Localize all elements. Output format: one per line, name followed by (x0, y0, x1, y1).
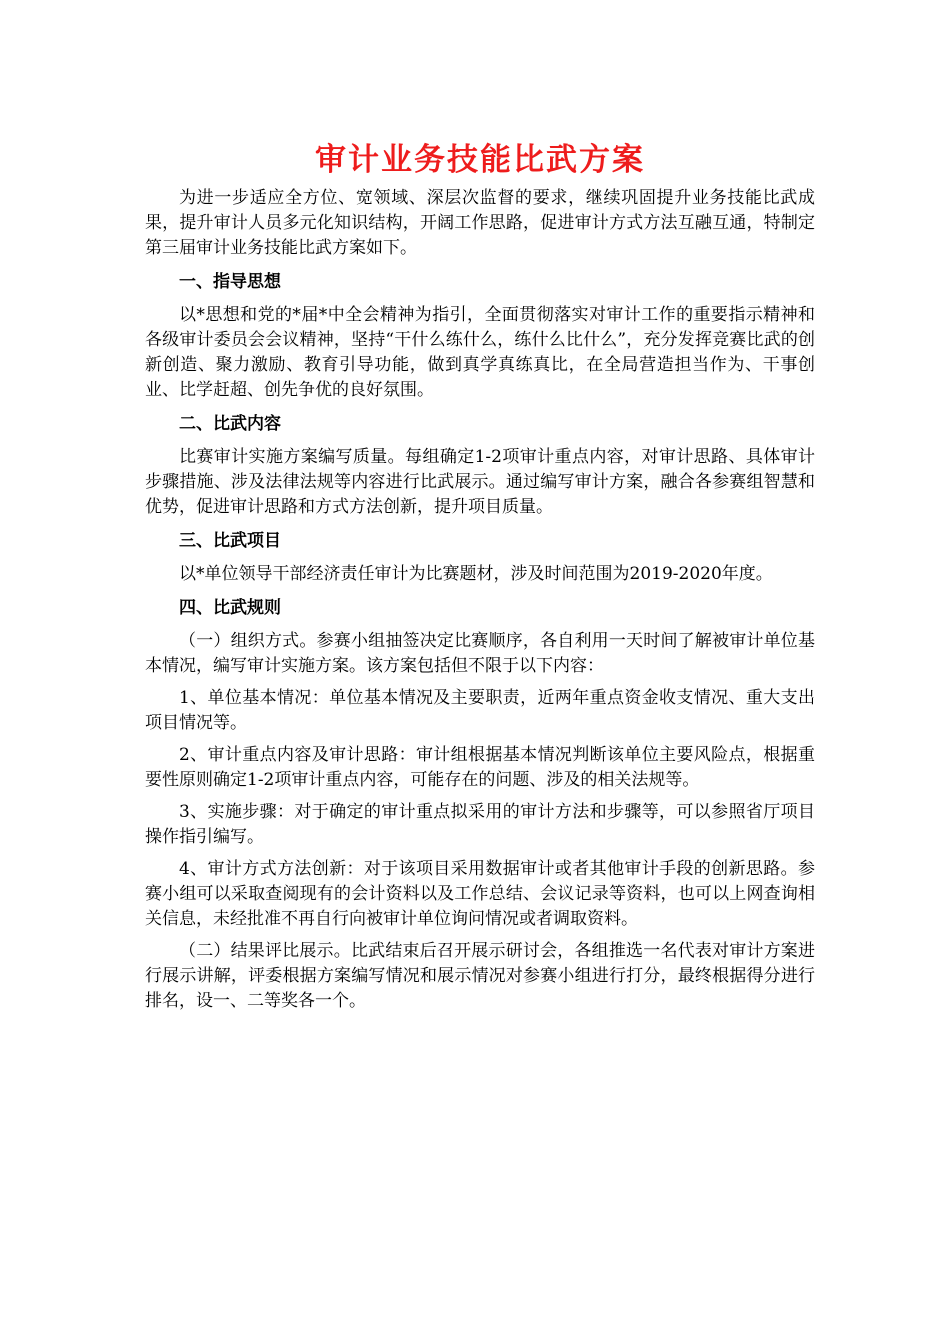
section-paragraph: 2、审计重点内容及审计思路：审计组根据基本情况判断该单位主要风险点，根据重要性原则确定1-2项审计重点内容，可能存在的问题、涉及的相关法规等。 (145, 745, 815, 790)
document-page (145, 138, 815, 1021)
section-competition-content (145, 412, 815, 520)
section-paragraph: 比赛审计实施方案编写质量。每组确定1-2项审计重点内容，对审计思路、具体审计步骤措施、涉及法律法规等内容进行比武展示。通过编写审计方案，融合各参赛组智慧和优势，促进审计思路和方式方法创新，提升项目质量。 (145, 447, 815, 517)
section-competition-rules (145, 596, 815, 1014)
section-competition-project (145, 529, 815, 587)
section-heading: 三、比武项目 (179, 531, 281, 551)
section-paragraph: （一）组织方式。参赛小组抽签决定比赛顺序，各自利用一天时间了解被审计单位基本情况，编写审计实施方案。该方案包括但不限于以下内容： (145, 631, 815, 676)
document-title: 审计业务技能比武方案 (315, 142, 645, 178)
section-paragraph: （二）结果评比展示。比武结束后召开展示研讨会，各组推选一名代表对审计方案进行展示讲解，评委根据方案编写情况和展示情况对参赛小组进行打分，最终根据得分进行排名，设一、二等奖各一个。 (145, 941, 815, 1011)
section-paragraph: 以*思想和党的*届*中全会精神为指引，全面贯彻落实对审计工作的重要指示精神和各级审计委员会会议精神，坚持“干什么练什么，练什么比什么”，充分发挥竞赛比武的创新创造、聚力激励、教育引导功能，做到真学真练真比，在全局营造担当作为、干事创业、比学赶超、创先争优的良好氛围。 (145, 305, 815, 400)
section-paragraph: 4、审计方式方法创新：对于该项目采用数据审计或者其他审计手段的创新思路。参赛小组可以采取查阅现有的会计资料以及工作总结、会议记录等资料，也可以上网查询相关信息，未经批准不再自行向被审计单位询问情况或者调取资料。 (145, 859, 815, 929)
section-paragraph: 以*单位领导干部经济责任审计为比赛题材，涉及时间范围为2019-2020年度。 (179, 564, 773, 584)
section-paragraph: 3、实施步骤：对于确定的审计重点拟采用的审计方法和步骤等，可以参照省厅项目操作指引编写。 (145, 802, 815, 847)
section-heading: 二、比武内容 (179, 414, 281, 434)
section-heading: 一、指导思想 (179, 272, 281, 292)
section-paragraph: 1、单位基本情况：单位基本情况及主要职责，近两年重点资金收支情况、重大支出项目情况等。 (145, 688, 815, 733)
section-heading: 四、比武规则 (179, 598, 281, 618)
intro-paragraph: 为进一步适应全方位、宽领域、深层次监督的要求，继续巩固提升业务技能比武成果，提升审计人员多元化知识结构，开阔工作思路，促进审计方式方法互融互通，特制定第三届审计业务技能比武方案如下。 (145, 188, 815, 258)
section-guiding-ideology (145, 270, 815, 403)
